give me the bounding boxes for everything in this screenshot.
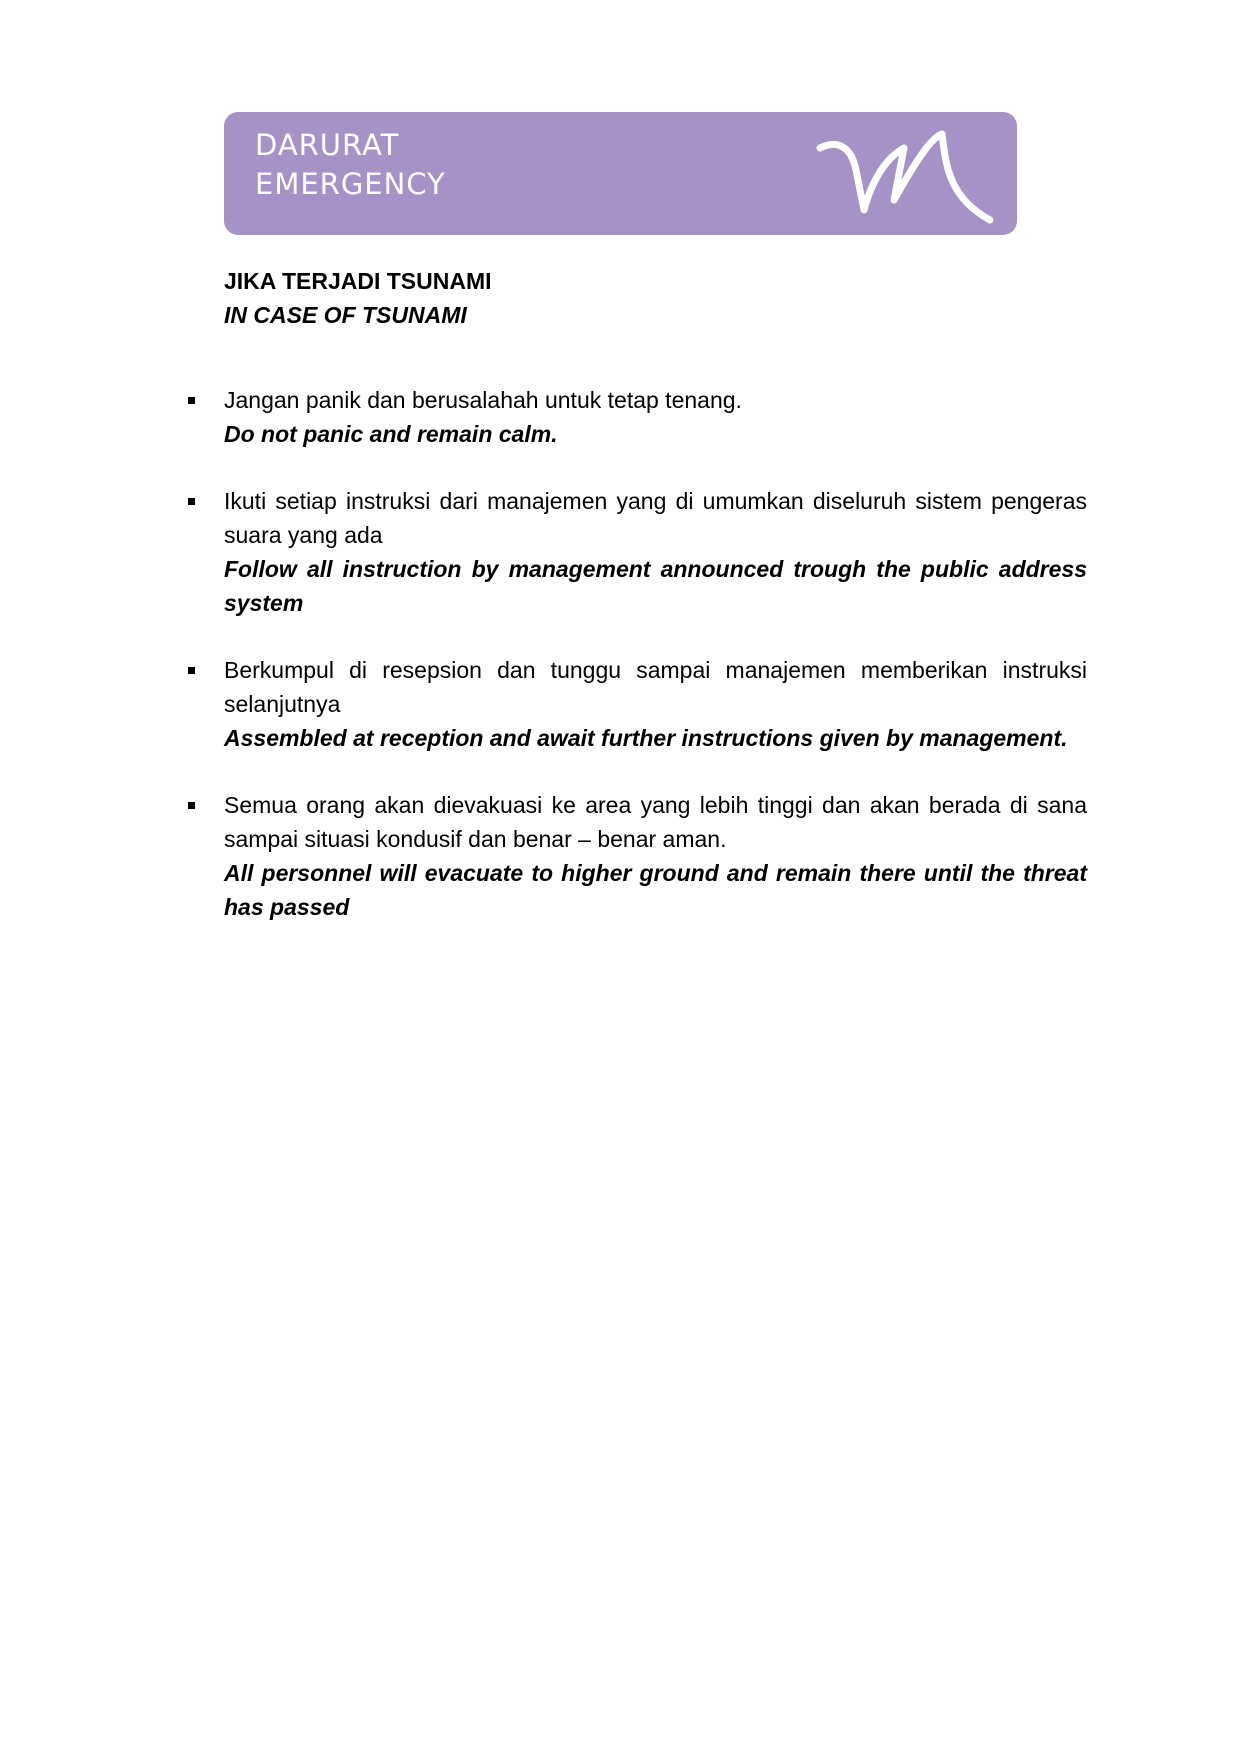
instruction-en: Do not panic and remain calm. [224,421,558,447]
bullet-icon [188,498,195,505]
instruction-id: Ikuti setiap instruksi dari manajemen yang di umumkan diseluruh sistem pengeras suara yang ada [224,488,1087,548]
heading-id: JIKA TERJADI TSUNAMI [224,268,492,294]
list-item [224,383,1087,451]
instruction-list [224,383,1087,957]
instruction-en: Assembled at reception and await further instructions given by management. [224,725,1068,751]
emergency-banner [224,112,1017,235]
instruction-en: All personnel will evacuate to higher ground and remain there until the threat has passed [224,860,1087,920]
banner-title-en: EMERGENCY [255,167,446,201]
bullet-icon [188,397,195,404]
heading-en: IN CASE OF TSUNAMI [224,302,467,328]
instruction-id: Berkumpul di resepsion dan tunggu sampai manajemen memberikan instruksi selanjutnya [224,657,1087,717]
instruction-en: Follow all instruction by management announced trough the public address system [224,556,1087,616]
instruction-id: Semua orang akan dievakuasi ke area yang lebih tinggi dan akan berada di sana sampai situasi kondusif dan benar – benar aman. [224,792,1087,852]
section-heading [224,264,984,332]
bullet-icon [188,667,195,674]
brand-m-logo-icon [812,118,1002,230]
list-item [224,484,1087,620]
banner-title-id: DARURAT [255,128,400,162]
instruction-id: Jangan panik dan berusalahah untuk tetap tenang. [224,387,742,413]
list-item [224,653,1087,755]
bullet-icon [188,802,195,809]
list-item [224,788,1087,924]
